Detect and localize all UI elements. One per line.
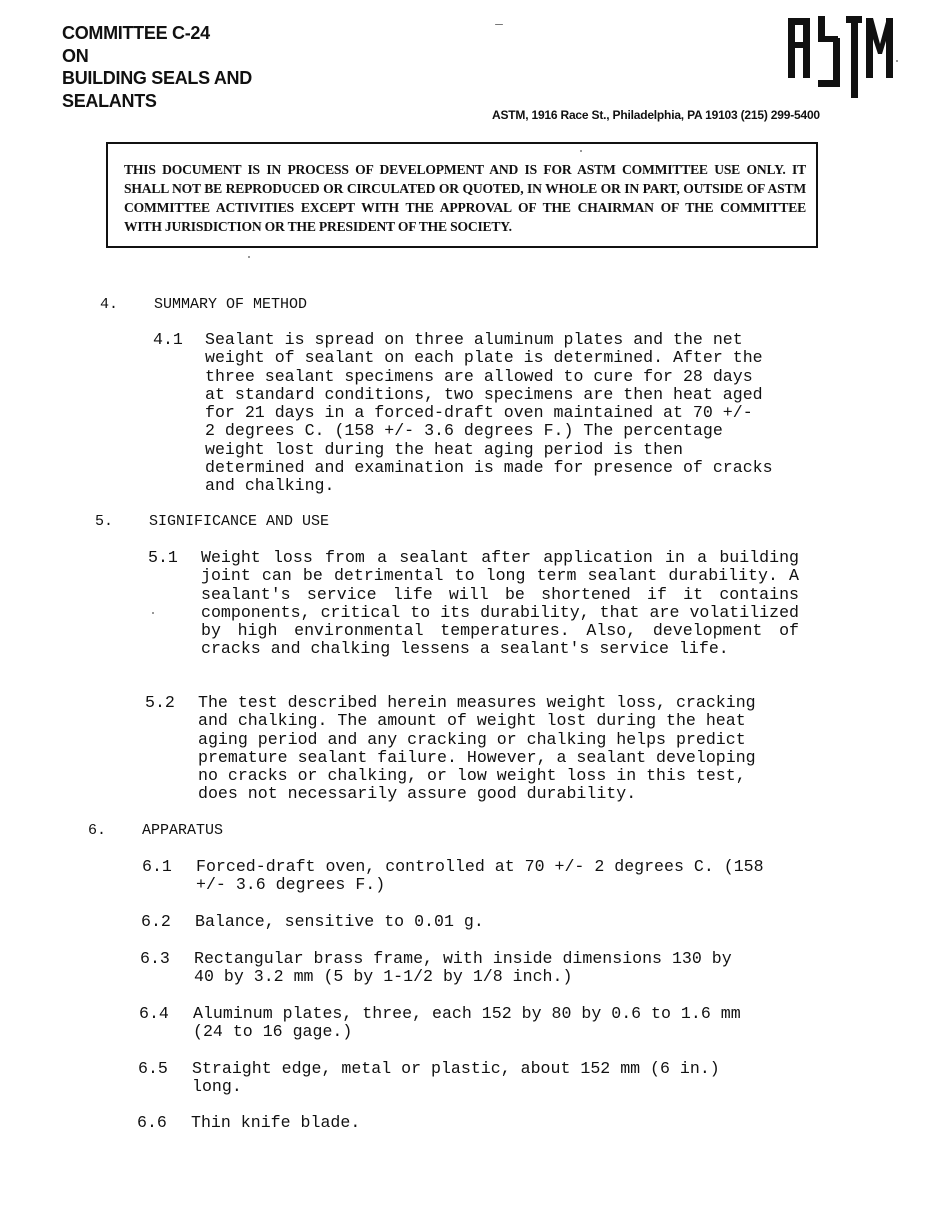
paragraph-number: 6.4 (139, 1004, 169, 1023)
paragraph-text: Forced-draft oven, controlled at 70 +/- 2 degrees C. (158 +/- 3.6 degrees F.) (196, 857, 764, 895)
section-title: SIGNIFICANCE AND USE (149, 513, 330, 530)
paragraph-number: 5.2 (145, 693, 175, 712)
committee-heading (62, 22, 252, 112)
paragraph-number: 5.1 (148, 548, 178, 567)
paragraph-text: Weight loss from a sealant after application in a building joint can be detrimental to long term sealant durability. A sealant's service life will be shortened if it contains components, critical to its durability, that are volatilized by high environmental temperatures. Also, development of cracks and chalking lessens a sealant's service life. (201, 548, 799, 659)
paragraph-number: 6.3 (140, 949, 170, 968)
section-number: 4. (100, 296, 119, 313)
committee-line: COMMITTEE C-24 (62, 23, 210, 43)
paragraph-text: Sealant is spread on three aluminum plates and the net weight of sealant on each plate is determined. After the three sealant specimens are allowed to cure for 28 days at standard conditions, two specimens are then heat aged for 21 days in a forced-draft oven maintained at 70 +/- 2 degrees C. (158 +/- 3.6 degrees F.) The percentage weight lost during the heat aging period is then determined and examination is made for presence of cracks and chalking. (205, 330, 773, 496)
paragraph-number: 6.2 (141, 912, 171, 931)
scan-speck (152, 612, 154, 614)
section-number: 6. (88, 822, 107, 839)
paragraph-text: Thin knife blade. (191, 1113, 361, 1132)
notice-box: THIS DOCUMENT IS IN PROCESS OF DEVELOPMENT AND IS FOR ASTM COMMITTEE USE ONLY. IT SHALL NOT BE REPRODUCED OR CIRCULATED OR QUOTED, IN WHOLE OR IN PART, OUTSIDE OF ASTM COMMITTEE ACTIVITIES EXCEPT WITH THE APPROVAL OF THE CHAIRMAN OF THE COMMITTEE WITH JURISDICTION OR THE PRESIDENT OF THE SOCIETY. (106, 142, 818, 248)
section-title: SUMMARY OF METHOD (154, 296, 308, 313)
paragraph-number: 6.5 (138, 1059, 168, 1078)
paragraph-text: Straight edge, metal or plastic, about 152 mm (6 in.) long. (192, 1059, 720, 1097)
paragraph-number: 6.6 (137, 1113, 167, 1132)
paragraph-text: The test described herein measures weight loss, cracking and chalking. The amount of weight lost during the heat aging period and any cracking or chalking helps predict premature sealant failure. However, a sealant developing no cracks or chalking, or low weight loss in this test, does not necessarily assure good durability. (198, 693, 756, 804)
paragraph-text: Rectangular brass frame, with inside dimensions 130 by 40 by 3.2 mm (5 by 1-1/2 by 1/8 inch.) (194, 949, 732, 987)
section-number: 5. (95, 513, 114, 530)
committee-line: SEALANTS (62, 90, 157, 111)
scan-speck (248, 256, 250, 258)
paragraph-text: Balance, sensitive to 0.01 g. (195, 912, 484, 931)
paragraph-number: 6.1 (142, 857, 172, 876)
address-line: ASTM, 1916 Race St., Philadelphia, PA 19103 (215) 299-5400 (492, 108, 820, 122)
committee-line: BUILDING SEALS AND (62, 68, 252, 88)
section-title: APPARATUS (142, 822, 224, 839)
paragraph-number: 4.1 (153, 330, 183, 349)
scan-speck (495, 24, 503, 25)
scan-speck (896, 60, 898, 62)
paragraph-text: Aluminum plates, three, each 152 by 80 by 0.6 to 1.6 mm (24 to 16 gage.) (193, 1004, 741, 1042)
astm-logo (786, 14, 896, 100)
committee-line: ON (62, 45, 89, 66)
scan-speck (580, 150, 582, 152)
